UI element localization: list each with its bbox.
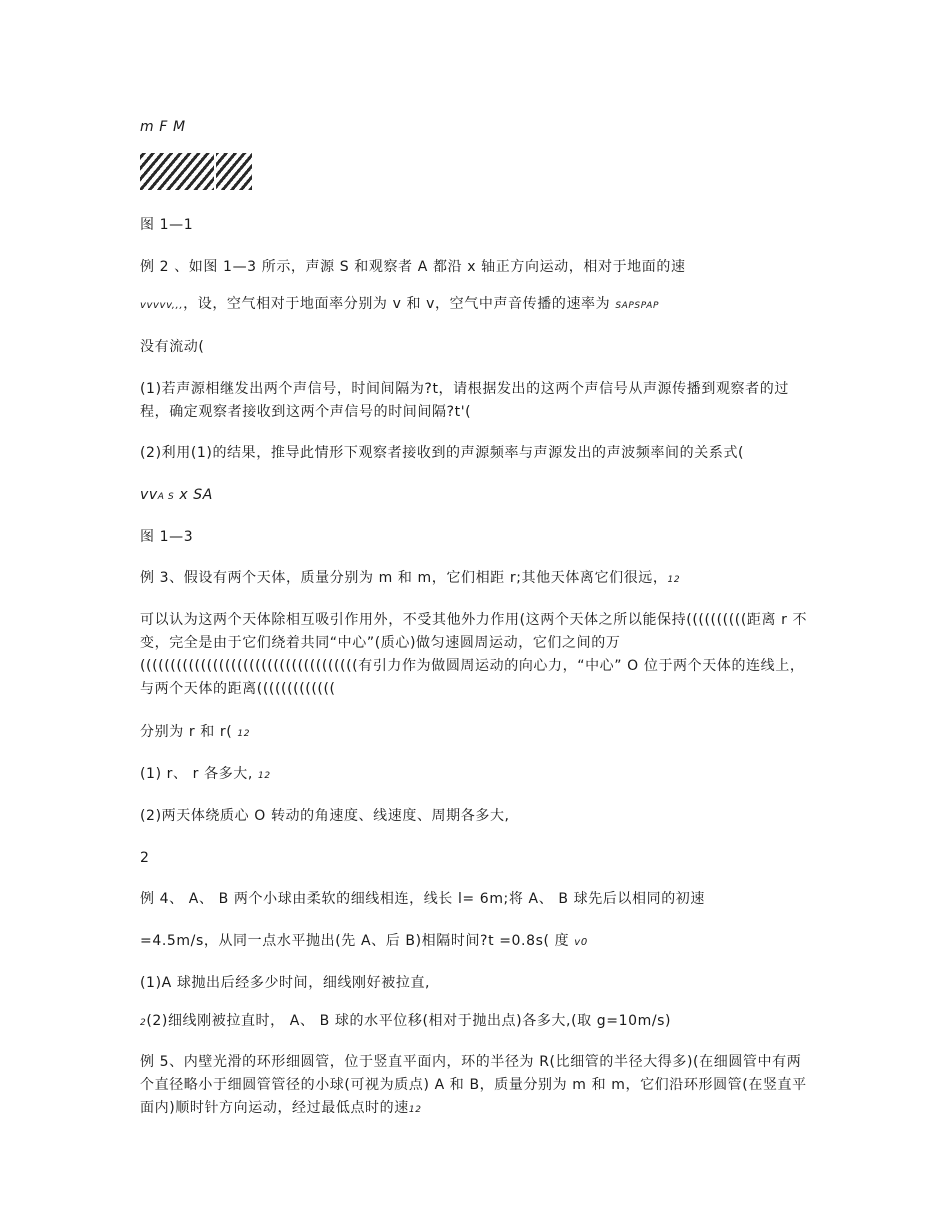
figure-1-1-caption: 图 1—1 — [140, 217, 194, 233]
example2-question2: (2)利用(1)的结果，推导此情形下观察者接收到的声源频率与声源发出的声波频率间的关系式( — [140, 445, 745, 461]
example3-line1: 例 3、假设有两个天体，质量分别为 m 和 m，它们相距 r;其他天体离它们很远，12 — [140, 570, 681, 586]
example2-line2-text: ，设，空气相对于地面率分别为 v 和 v，空气中声音传播的速率为 — [183, 296, 611, 312]
example2-line1: 例 2 、如图 1—3 所示，声源 S 和观察者 A 都沿 x 轴正方向运动，相对于地面的速 — [140, 259, 686, 275]
example4-question1: (1)A 球抛出后经多少时间，细线刚好被拉直, — [140, 975, 431, 991]
example2-question1: (1)若声源相继发出两个声信号，时间间隔为?t，请根据发出的这两个声信号从声源传播到观察者的过程，确定观察者接收到这两个声信号的时间间隔?t'( — [140, 381, 789, 420]
figure-1-3-labels: vvA S x SA — [140, 487, 213, 503]
example3-line3: 分别为 r 和 r( 12 — [140, 724, 251, 740]
figure-1-3-caption: 图 1—3 — [140, 529, 194, 545]
figure-1-1-labels: m F M — [140, 119, 186, 135]
example3-question2: (2)两天体绕质心 O 转动的角速度、线速度、周期各多大, — [140, 808, 510, 824]
example3-paragraph: 可以认为这两个天体除相互吸引作用外，不受其他外力作用(这两个天体之所以能保持((((((((((距离 r 不变，完全是由于它们绕着共同“中心”(质心)做匀速圆周运动，它们之间的万((((((((((((((((((((((((((((((((((((有引力作为做圆周运动的向心力，“中心” O 位于两个天体的连线上，与两个天体的距离((((((((((((( — [140, 612, 808, 697]
example3-question1: (1) r、 r 各多大, 12 — [140, 766, 271, 782]
example2-line2-italic: vvvvv,,, — [140, 300, 184, 311]
example2-line2-tail: SAPSPAP — [615, 301, 660, 311]
hatched-block-divider — [214, 153, 216, 190]
hatched-block-figure — [140, 153, 252, 190]
example5-paragraph: 例 5、内壁光滑的环形细圆管，位于竖直平面内，环的半径为 R(比细管的半径大得多)(在细圆管中有两个直径略小于细圆管管径的小球(可视为质点) A 和 B，质量分别为 m 和 m，它们沿环形圆管(在竖直平面内)顺时针方向运动，经过最低点时的速12 — [140, 1054, 807, 1116]
example4-line2: =4.5m/s，从同一点水平抛出(先 A、后 B)相隔时间?t =0.8s( 度 v0 — [140, 933, 588, 949]
example3-stray-number: 2 — [140, 850, 150, 866]
example2-line3: 没有流动( — [140, 339, 205, 355]
example4-line1: 例 4、 A、 B 两个小球由柔软的细线相连，线长 l= 6m;将 A、 B 球先后以相同的初速 — [140, 891, 706, 907]
example4-question2: 2(2)细线刚被拉直时， A、 B 球的水平位移(相对于抛出点)各多大,(取 g=10m/s) — [140, 1013, 672, 1029]
example2-line2 — [140, 293, 812, 318]
